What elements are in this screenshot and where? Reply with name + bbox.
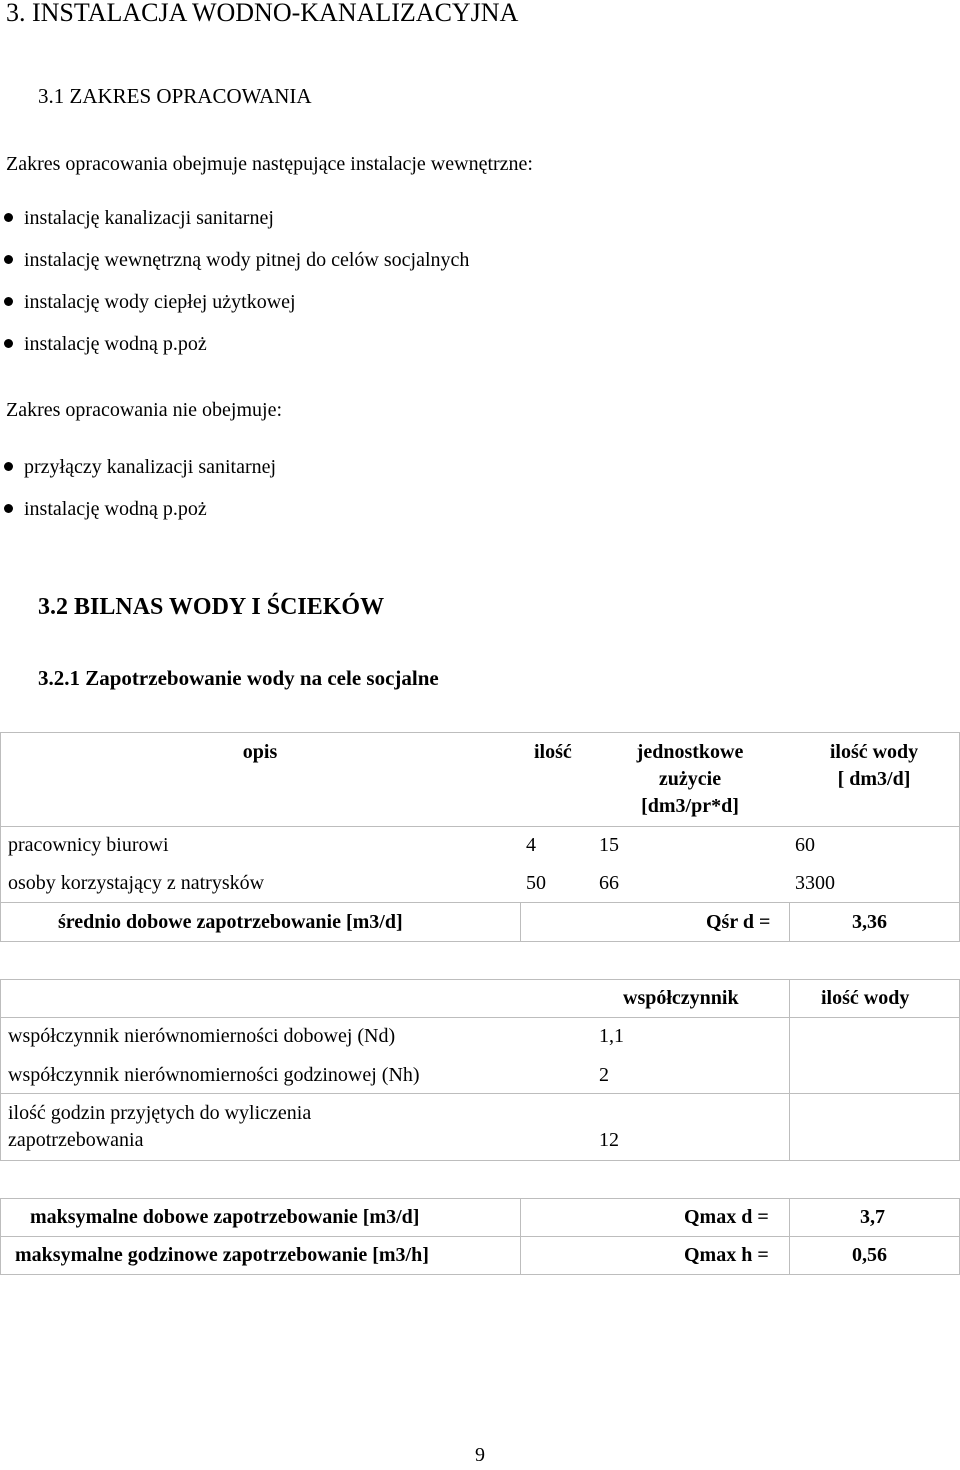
row-opis: pracownicy biurowi xyxy=(8,834,169,856)
section-3-2-1-title: 3.2.1 Zapotrzebowanie wody na cele socjalne xyxy=(38,666,439,690)
page-number: 9 xyxy=(475,1444,485,1466)
table-rule xyxy=(0,732,960,733)
max-daily-value: 3,7 xyxy=(860,1206,885,1228)
table-rule xyxy=(789,979,790,1161)
row-opis: osoby korzystający z natrysków xyxy=(8,872,265,894)
list-item: instalację wody ciepłej użytkowej xyxy=(24,291,296,313)
row-ilosc: 50 xyxy=(526,872,546,894)
table-rule xyxy=(0,732,1,942)
row-unit: 15 xyxy=(599,834,619,856)
row-water: 3300 xyxy=(795,872,835,894)
coef-label: współczynnik nierównomierności dobowej (Nd) xyxy=(8,1025,396,1047)
excluded-intro: Zakres opracowania nie obejmuje: xyxy=(6,399,282,421)
bullet-icon xyxy=(4,462,13,471)
bullet-icon xyxy=(4,213,13,222)
header-opis: opis xyxy=(242,741,278,763)
table-rule xyxy=(520,1198,521,1275)
table-rule xyxy=(0,979,960,980)
max-hourly-symbol: Qmax h = xyxy=(684,1244,769,1266)
row-unit: 66 xyxy=(599,872,619,894)
avg-demand-symbol: Qśr d = xyxy=(706,911,771,933)
bullet-icon xyxy=(4,255,13,264)
bullet-icon xyxy=(4,504,13,513)
avg-demand-label: średnio dobowe zapotrzebowanie [m3/d] xyxy=(58,911,403,933)
header-water-amount: [ dm3/d] xyxy=(837,768,911,790)
coef-label: zapotrzebowania xyxy=(8,1129,144,1151)
max-daily-label: maksymalne dobowe zapotrzebowanie [m3/d] xyxy=(30,1206,420,1228)
max-hourly-value: 0,56 xyxy=(852,1244,887,1266)
table-rule xyxy=(520,902,521,942)
table-rule xyxy=(0,1198,1,1275)
section-3-2-title: 3.2 BILNAS WODY I ŚCIEKÓW xyxy=(38,594,385,620)
header-coefficient: współczynnik xyxy=(623,987,739,1009)
table-rule xyxy=(0,826,960,827)
bullet-icon xyxy=(4,339,13,348)
table-rule xyxy=(0,1274,960,1275)
row-ilosc: 4 xyxy=(526,834,536,856)
header-unit-usage: jednostkowe xyxy=(636,741,744,763)
coef-label: ilość godzin przyjętych do wyliczenia xyxy=(8,1102,312,1124)
bullet-icon xyxy=(4,297,13,306)
coef-value: 2 xyxy=(599,1064,609,1086)
header-unit-usage: [dm3/pr*d] xyxy=(641,795,739,817)
table-rule xyxy=(789,1198,790,1275)
header-water-amount-2: ilość wody xyxy=(821,987,910,1009)
table-rule xyxy=(0,1198,960,1199)
table-rule xyxy=(0,902,960,903)
coef-value: 12 xyxy=(599,1129,619,1151)
list-item: instalację kanalizacji sanitarnej xyxy=(24,207,274,229)
table-rule xyxy=(0,1236,960,1237)
list-item: przyłączy kanalizacji sanitarnej xyxy=(24,456,277,478)
table-rule xyxy=(0,1160,960,1161)
max-daily-symbol: Qmax d = xyxy=(684,1206,769,1228)
table-rule xyxy=(0,1017,960,1018)
list-item: instalację wodną p.poż xyxy=(24,333,207,355)
avg-demand-value: 3,36 xyxy=(852,911,887,933)
coef-label: współczynnik nierównomierności godzinowej (Nh) xyxy=(8,1064,420,1086)
list-item: instalację wewnętrzną wody pitnej do celów socjalnych xyxy=(24,249,470,271)
max-hourly-label: maksymalne godzinowe zapotrzebowanie [m3/h] xyxy=(15,1244,429,1266)
header-water-amount: ilość wody xyxy=(829,741,919,763)
table-rule xyxy=(0,941,960,942)
row-water: 60 xyxy=(795,834,815,856)
table-rule xyxy=(0,979,1,1161)
coef-value: 1,1 xyxy=(599,1025,624,1047)
header-ilosc: ilość xyxy=(534,741,572,763)
document-heading: 3. INSTALACJA WODNO-KANALIZACYJNA xyxy=(6,0,519,27)
section-3-1-title: 3.1 ZAKRES OPRACOWANIA xyxy=(38,84,312,108)
scope-intro: Zakres opracowania obejmuje następujące instalacje wewnętrzne: xyxy=(6,153,533,175)
table-rule xyxy=(789,902,790,942)
list-item: instalację wodną p.poż xyxy=(24,498,207,520)
table-rule xyxy=(0,1093,960,1094)
header-unit-usage: zużycie xyxy=(658,768,722,790)
